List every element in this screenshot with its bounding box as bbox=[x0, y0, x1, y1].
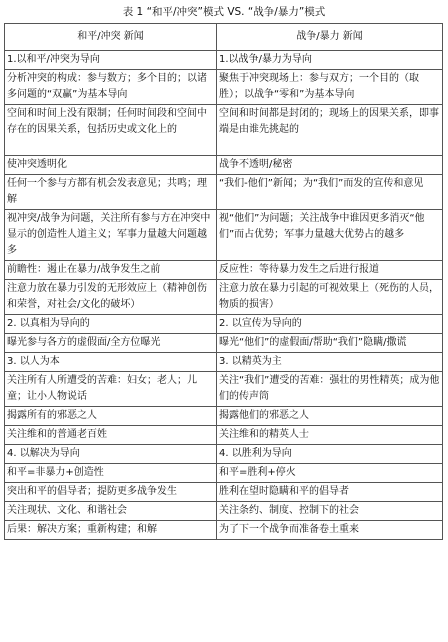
table-row bbox=[5, 334, 443, 353]
peace-cell: 关注所有人所遭受的苦难：妇女；老人；儿童；让小人物说话 bbox=[5, 372, 217, 407]
war-cell: 3. 以精英为主 bbox=[217, 353, 443, 372]
war-cell: 关注条约、制度、控制下的社会 bbox=[217, 502, 443, 521]
peace-cell: 视冲突/战争为问题，关注所有参与方在冲突中显示的创造性人道主义；军事力量越大问题越多 bbox=[5, 210, 217, 261]
war-cell: “我们-他们”新闻；为“我们”而发的宣传和意见 bbox=[217, 175, 443, 210]
peace-cell: 和平=非暴力+创造性 bbox=[5, 464, 217, 483]
war-cell: 为了下一个战争而准备卷土重来 bbox=[217, 521, 443, 540]
table-row bbox=[5, 70, 443, 105]
war-cell: 揭露他们的邪恶之人 bbox=[217, 407, 443, 426]
peace-cell: 1.以和平/冲突为导向 bbox=[5, 51, 217, 70]
war-cell: 反应性：等待暴力发生之后进行报道 bbox=[217, 261, 443, 280]
war-cell: 战争不透明/秘密 bbox=[217, 156, 443, 175]
table-row bbox=[5, 210, 443, 261]
table-row bbox=[5, 353, 443, 372]
table-row bbox=[5, 261, 443, 280]
peace-cell: 揭露所有的邪恶之人 bbox=[5, 407, 217, 426]
war-cell: 2. 以宣传为导向的 bbox=[217, 315, 443, 334]
war-cell: 关注维和的精英人士 bbox=[217, 426, 443, 445]
table-caption: 表 1 “和平/冲突”模式 VS. “战争/暴力”模式 bbox=[122, 6, 326, 18]
table-row bbox=[5, 464, 443, 483]
peace-cell: 突出和平的倡导者；提防更多战争发生 bbox=[5, 483, 217, 502]
table-row bbox=[5, 483, 443, 502]
peace-cell: 任何一个参与方都有机会发表意见；共鸣；理解 bbox=[5, 175, 217, 210]
peace-cell: 后果：解决方案；重新构建；和解 bbox=[5, 521, 217, 540]
peace-cell: 4. 以解决为导向 bbox=[5, 445, 217, 464]
war-cell: 注意力放在暴力引起的可视效果上（死伤的人员，物质的损害） bbox=[217, 280, 443, 315]
peace-cell: 2. 以真相为导向的 bbox=[5, 315, 217, 334]
table-body bbox=[5, 51, 443, 540]
table-row bbox=[5, 372, 443, 407]
peace-cell: 注意力放在暴力引发的无形效应上（精神创伤和荣誉，对社会/文化的破坏） bbox=[5, 280, 217, 315]
table-row bbox=[5, 105, 443, 156]
war-cell: 曝光“他们”的虚假面/帮助“我们”隐瞒/撒谎 bbox=[217, 334, 443, 353]
peace-cell: 分析冲突的构成：参与数方；多个目的；以诸多问题的“双赢”为基本导向 bbox=[5, 70, 217, 105]
war-cell: 空间和时间都是封闭的；现场上的因果关系，即事端是由谁先挑起的 bbox=[217, 105, 443, 156]
table-row bbox=[5, 502, 443, 521]
table-row bbox=[5, 407, 443, 426]
war-cell: 和平=胜利+停火 bbox=[217, 464, 443, 483]
table-row bbox=[5, 175, 443, 210]
table-row bbox=[5, 51, 443, 70]
peace-cell: 关注现状、文化、和谐社会 bbox=[5, 502, 217, 521]
war-cell: 1.以战争/暴力为导向 bbox=[217, 51, 443, 70]
peace-cell: 关注维和的普通老百姓 bbox=[5, 426, 217, 445]
comparison-table bbox=[4, 23, 443, 540]
table-row bbox=[5, 156, 443, 175]
table-header-row bbox=[5, 24, 443, 51]
peace-cell: 空间和时间上没有限制；任何时间段和空间中存在的因果关系，包括历史或文化上的 bbox=[5, 105, 217, 156]
table-row bbox=[5, 521, 443, 540]
war-cell: 胜利在望时隐瞒和平的倡导者 bbox=[217, 483, 443, 502]
table-row bbox=[5, 445, 443, 464]
table-row bbox=[5, 426, 443, 445]
header-war-journalism: 战争/暴力 新闻 bbox=[217, 24, 443, 51]
table-row bbox=[5, 280, 443, 315]
peace-cell: 使冲突透明化 bbox=[5, 156, 217, 175]
table-row bbox=[5, 315, 443, 334]
war-cell: 4. 以胜利为导向 bbox=[217, 445, 443, 464]
peace-cell: 曝光参与各方的虚假面/全方位曝光 bbox=[5, 334, 217, 353]
peace-cell: 前瞻性：遏止在暴力/战争发生之前 bbox=[5, 261, 217, 280]
war-cell: 聚焦于冲突现场上：参与双方；一个目的（取胜）；以战争“零和”为基本导向 bbox=[217, 70, 443, 105]
peace-cell: 3. 以人为本 bbox=[5, 353, 217, 372]
war-cell: 关注“我们”遭受的苦难：强壮的男性精英；成为他们的传声筒 bbox=[217, 372, 443, 407]
header-peace-journalism: 和平/冲突 新闻 bbox=[5, 24, 217, 51]
war-cell: 视“他们”为问题；关注战争中谁因更多消灭“他们”而占优势；军事力量越大优势占的越多 bbox=[217, 210, 443, 261]
